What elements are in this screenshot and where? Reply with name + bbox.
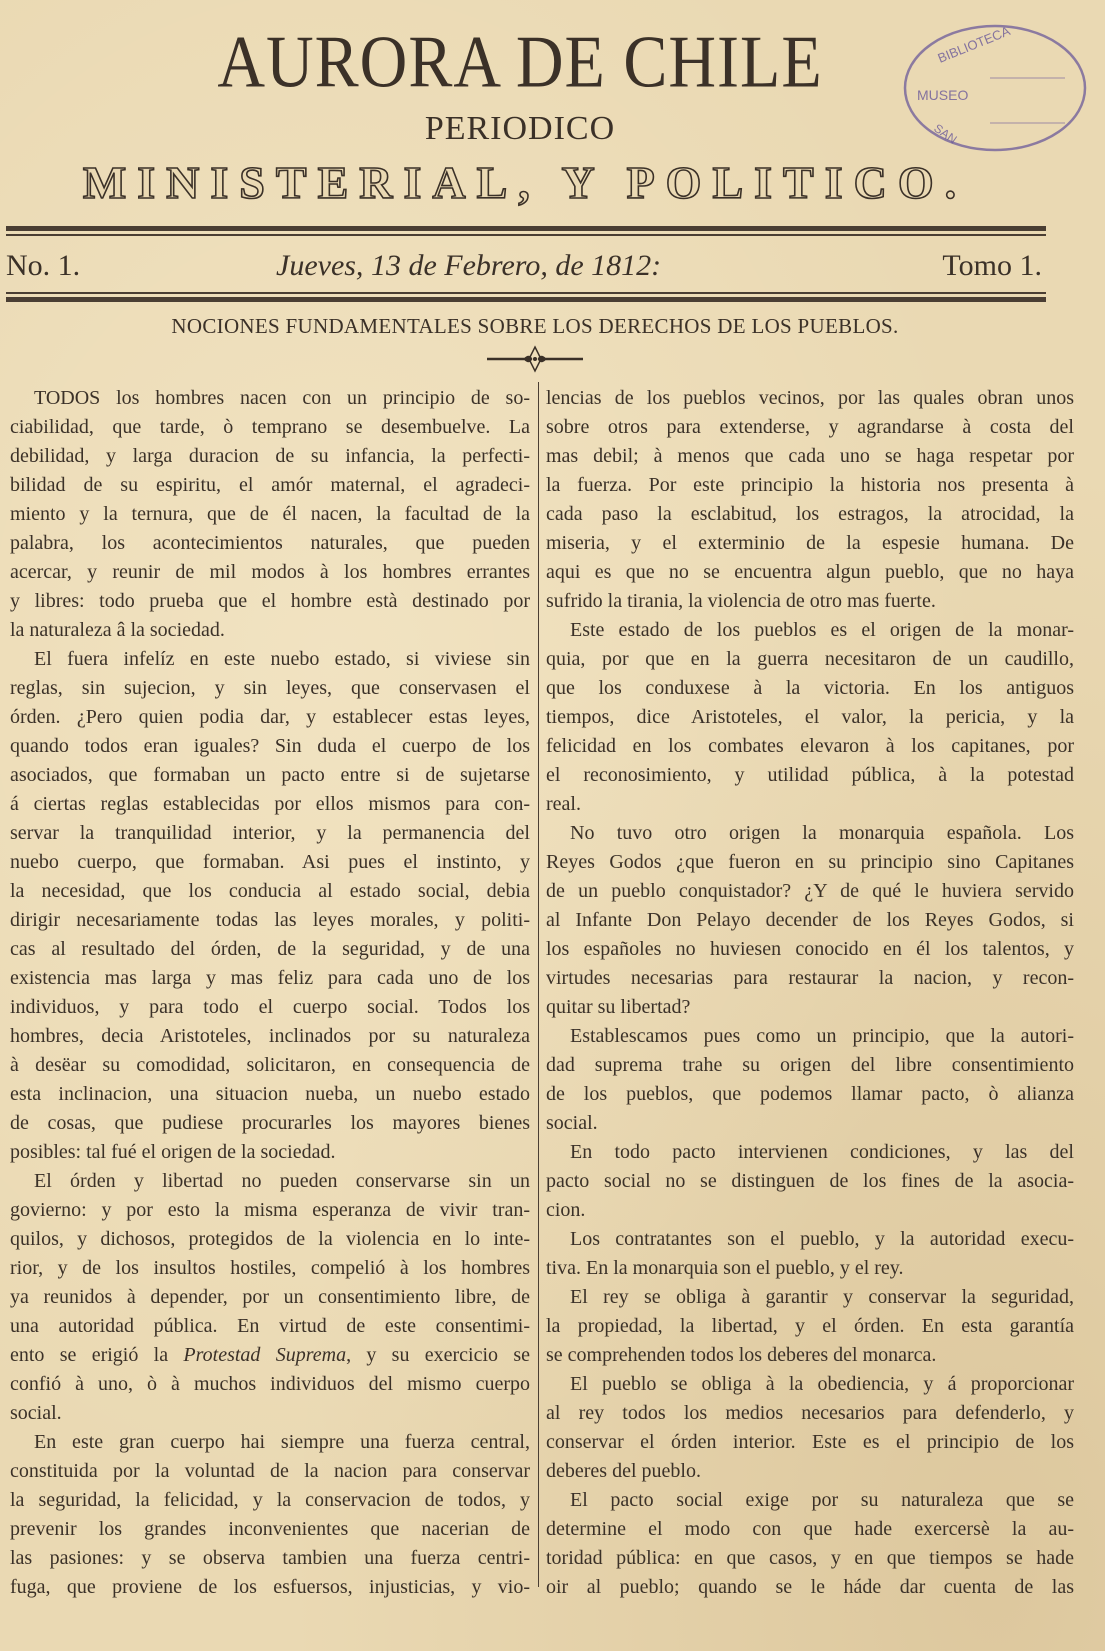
- paragraph: [546, 819, 1074, 1022]
- text-line: tiva. En la monarquia son el pueblo, y el rey.: [546, 1257, 904, 1279]
- text-line: ento se erigió la Protestad Suprema, y su exercicio se: [10, 1344, 530, 1366]
- text-line: esta inclinacion, una situacion nueba, un nuebo estado: [10, 1083, 530, 1105]
- stamp-bottom-text: SAN: [931, 120, 960, 147]
- paragraph: [546, 616, 1074, 819]
- masthead-rule-bottom: [6, 297, 1046, 302]
- paragraph: [546, 1486, 1074, 1602]
- ornament-divider-icon: [485, 344, 585, 374]
- text-line: reglas, sin sujecion, y sin leyes, que conservasen el: [10, 677, 530, 699]
- dateline: [6, 248, 1046, 284]
- masthead-subtitle: PERIODICO: [424, 110, 616, 147]
- text-line: determine el modo con que hade exercersè la au-: [546, 1518, 1074, 1540]
- text-line: felicidad en los combates elevaron à los capitanes, por: [546, 735, 1074, 757]
- text-line: acercar, y reunir de mil modos à los hombres errantes: [10, 561, 530, 583]
- text-line: la naturaleza â la sociedad.: [10, 619, 225, 641]
- column-divider: [538, 382, 539, 1587]
- text-line: virtudes necesarias para restaurar la nacion, y recon-: [546, 967, 1074, 989]
- stamp-middle-text: MUSEO: [917, 87, 969, 103]
- masthead-rule-bottom-thin: [6, 292, 1046, 294]
- text-line: Establescamos pues como un principio, que la autori-: [570, 1025, 1074, 1047]
- text-line: palabra, los acontecimientos naturales, que pueden: [10, 532, 530, 554]
- text-line: quitar su libertad?: [546, 996, 691, 1018]
- text-line: de los pueblos, que podemos llamar pacto, ò alianza: [546, 1083, 1074, 1105]
- text-line: ya reunidos à depender, por un consentimiento libre, de: [10, 1286, 530, 1308]
- paragraph: [10, 1167, 530, 1428]
- text-line: de un pueblo conquistador? ¿Y de qué le huviera servido: [546, 880, 1074, 902]
- text-line: y libres: todo prueba que el hombre està destinado por: [10, 590, 530, 612]
- paragraph: [546, 1370, 1074, 1486]
- masthead-rule-top-thin: [6, 234, 1046, 236]
- text-line: nuebo cuerpo, que formaban. Asi pues el instinto, y: [10, 851, 530, 873]
- paragraph: [10, 1428, 530, 1602]
- text-line: sufrido la tirania, la violencia de otro mas fuerte.: [546, 590, 936, 612]
- text-line: cion.: [546, 1199, 586, 1221]
- text-line: órden. ¿Pero quien podia dar, y establecer estas leyes,: [10, 706, 530, 728]
- issue-date: [276, 248, 661, 284]
- text-line: hombres, decia Aristoteles, inclinados por su naturaleza: [10, 1025, 530, 1047]
- text-line: ciabilidad, que tarde, ò temprano se desembuelve. La: [10, 416, 530, 438]
- text-line: posibles: tal fué el origen de la sociedad.: [10, 1141, 336, 1163]
- text-line: la necesidad, que los conducia al estado social, debia: [10, 880, 530, 902]
- text-line: constituida por la voluntad de la nacion para conservar: [10, 1460, 530, 1482]
- text-line: al rey todos los medios necesarios para defenderlo, y: [546, 1402, 1074, 1424]
- article-heading: NOCIONES FUNDAMENTALES SOBRE LOS DERECHOS DE LOS PUEBLOS.: [171, 314, 899, 338]
- text-line: dirigir necesariamente todas las leyes morales, y politi-: [10, 909, 530, 931]
- text-line: oir al pueblo; quando se le háde dar cuenta de las: [546, 1576, 1074, 1598]
- paragraph: [546, 1225, 1074, 1283]
- text-line: social.: [546, 1112, 598, 1134]
- text-line: Reyes Godos ¿que fueron en su principio sino Capitanes: [546, 851, 1074, 873]
- italic-phrase: Protestad Suprema: [183, 1344, 347, 1366]
- text-line: Este estado de los pueblos es el origen de la monar-: [570, 619, 1074, 641]
- text-line: TODOS los hombres nacen con un principio de so-: [34, 387, 530, 409]
- paragraph: [546, 1138, 1074, 1225]
- text-line: toridad pública: en que casos, y en que tiempos se hade: [546, 1547, 1074, 1569]
- text-line: asociados, que formaban un pacto entre si de sujetarse: [10, 764, 530, 786]
- text-line: confió à uno, ò à muchos individuos del mismo cuerpo: [10, 1373, 530, 1395]
- date-text: 13 de Febrero, de 1812:: [370, 249, 662, 282]
- weekday: Jueves,: [276, 249, 364, 282]
- text-line: que los conduxese à la victoria. En los antiguos: [546, 677, 1074, 699]
- text-line: los españoles no huviesen conocido en él los talentos, y: [546, 938, 1074, 960]
- text-line: Los contratantes son el pueblo, y la autoridad execu-: [570, 1228, 1074, 1250]
- text-line: real.: [546, 793, 581, 815]
- masthead-title: AURORA DE CHILE: [217, 21, 823, 104]
- paragraph: [546, 384, 1074, 616]
- text-line: En este gran cuerpo hai siempre una fuerza central,: [34, 1431, 530, 1453]
- text-line: El fuera infelíz en este nuebo estado, si viviese sin: [34, 648, 530, 670]
- text-line: las pasiones: y se observa tambien una fuerza centri-: [10, 1547, 530, 1569]
- text-line: aqui es que no se encuentra algun pueblo, que no haya: [546, 561, 1074, 583]
- text-line: quilos, y dichosos, protegidos de la violencia en lo inte-: [10, 1228, 530, 1250]
- paragraph: [546, 1283, 1074, 1370]
- text-line: prevenir los grandes inconvenientes que nacerian de: [10, 1518, 530, 1540]
- paragraph: [546, 1022, 1074, 1138]
- text-line: tiempos, dice Aristoteles, el valor, la pericia, y la: [546, 706, 1074, 728]
- text-line: quando todos eran iguales? Sin duda el cuerpo de los: [10, 735, 530, 757]
- text-line: sobre otros para extenderse, y agrandarse à costa del: [546, 416, 1074, 438]
- text-line: bilidad de su espiritu, el amór maternal, el agradeci-: [10, 474, 530, 496]
- masthead-rule-top: [6, 226, 1046, 231]
- text-line: El pueblo se obliga à la obediencia, y á proporcionar: [570, 1373, 1074, 1395]
- text-line: mas debil; à menos que cada uno se haga respetar por: [546, 445, 1074, 467]
- text-line: deberes del pueblo.: [546, 1460, 701, 1482]
- text-line: individuos, y para todo el cuerpo social. Todos los: [10, 996, 530, 1018]
- stamp-top-text: BIBLIOTECA: [935, 23, 1013, 66]
- text-line: la propiedad, la libertad, y el órden. En esta garantía: [546, 1315, 1074, 1337]
- text-line: cada paso la esclabitud, los estragos, la atrocidad, la: [546, 503, 1074, 525]
- text-line: govierno: y por esto la misma esperanza de vivir tran-: [10, 1199, 530, 1221]
- text-line: lencias de los pueblos vecinos, por las quales obran unos: [546, 387, 1074, 409]
- paragraph: [10, 384, 530, 645]
- text-line: al Infante Don Pelayo decender de los Reyes Godos, si: [546, 909, 1074, 931]
- text-line: cas al resultado del órden, de la seguridad, y de una: [10, 938, 530, 960]
- text-line: existencia mas larga y mas feliz para cada uno de los: [10, 967, 530, 989]
- text-line: El pacto social exige por su naturaleza que se: [570, 1489, 1074, 1511]
- text-line: miento y la ternura, que de él nacen, la facultad de la: [10, 503, 530, 525]
- text-line: El rey se obliga à garantir y conservar la seguridad,: [570, 1286, 1074, 1308]
- left-column: [10, 384, 530, 1602]
- text-line: quia, por que en la guerra necesitaron de un caudillo,: [546, 648, 1074, 670]
- masthead-subtitle-2: MINISTERIAL, Y POLITICO.: [82, 157, 968, 208]
- text-line: á ciertas reglas establecidas por ellos mismos para con-: [10, 793, 530, 815]
- text-line: En todo pacto intervienen condiciones, y las del: [570, 1141, 1074, 1163]
- text-line: conservar el órden interior. Este es el principio de los: [546, 1431, 1074, 1453]
- text-line: de cosas, que pudiese procurarles los mayores bienes: [10, 1112, 530, 1134]
- text-line: la seguridad, la felicidad, y la conservacion de todos, y: [10, 1489, 530, 1511]
- text-line: servar la tranquilidad interior, y la permanencia del: [10, 822, 530, 844]
- text-line: se comprehenden todos los deberes del monarca.: [546, 1344, 937, 1366]
- text-line: el reconosimiento, y utilidad pública, à la potestad: [546, 764, 1074, 786]
- text-line: una autoridad pública. En virtud de este consentimi-: [10, 1315, 530, 1337]
- text-line: la fuerza. Por este principio la historia nos presenta à: [546, 474, 1074, 496]
- paragraph: [10, 645, 530, 1167]
- library-stamp: [895, 18, 1095, 153]
- issue-number: No. 1.: [6, 249, 81, 282]
- text-line: miseria, y el exterminio de la espesie humana. De: [546, 532, 1074, 554]
- text-line: rior, y de los insultos hostiles, compelió à los hombres: [10, 1257, 530, 1279]
- text-line: El órden y libertad no pueden conservarse sin un: [34, 1170, 530, 1192]
- text-line: pacto social no se distinguen de los fines de la asocia-: [546, 1170, 1074, 1192]
- text-line: No tuvo otro origen la monarquia española. Los: [570, 822, 1074, 844]
- text-line: fuga, que proviene de los esfuersos, injusticias, y vio-: [10, 1576, 530, 1598]
- text-line: dad suprema trahe su origen del libre consentimiento: [546, 1054, 1074, 1076]
- text-line: à desëar su comodidad, solicitaron, en consequencia de: [10, 1054, 530, 1076]
- right-column: [546, 384, 1074, 1602]
- text-line: debilidad, y larga duracion de su infancia, la perfecti-: [10, 445, 530, 467]
- text-line: social.: [10, 1402, 62, 1424]
- tome-number: Tomo 1.: [942, 249, 1042, 282]
